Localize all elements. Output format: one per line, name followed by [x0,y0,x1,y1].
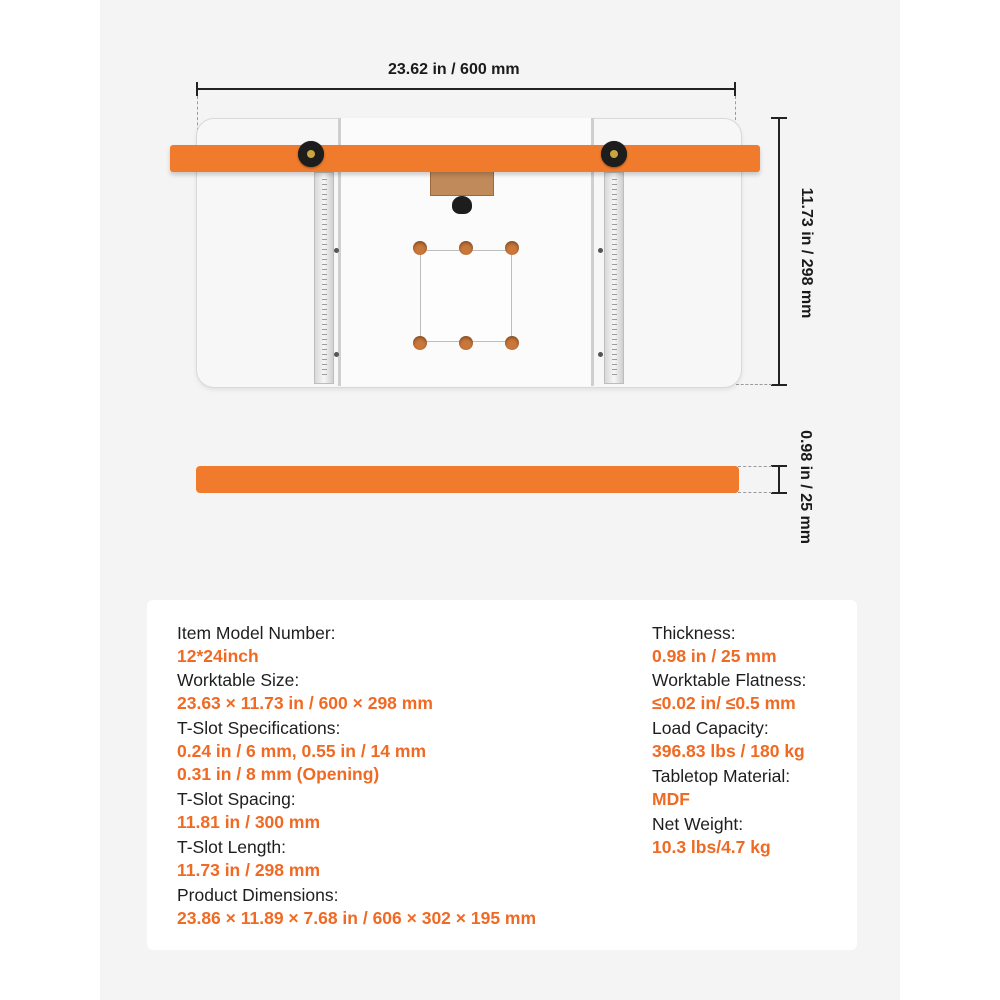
spec-card [147,600,857,950]
depth-guide-bottom [736,384,772,385]
spec-value: 0.24 in / 6 mm, 0.55 in / 14 mm [177,741,427,761]
spec-product-dimensions [177,884,536,930]
spec-label: Worktable Size: [177,670,300,690]
depth-tick-bottom [771,384,787,386]
thickness-tick-bottom [771,492,787,494]
spec-value: 11.73 in / 298 mm [177,860,321,880]
spec-value: 10.3 lbs/4.7 kg [652,837,771,857]
mount-hole-icon [459,336,473,350]
stop-knob-icon [452,196,472,214]
thickness-guide-top [738,466,772,467]
spec-label: Worktable Flatness: [652,670,807,690]
width-tick-left [196,82,198,96]
spec-tabletop-material [652,765,790,811]
width-tick-right [734,82,736,96]
table-side-view [196,466,739,493]
screw-icon [598,352,603,357]
spec-worktable-size [177,669,433,715]
spec-label: Tabletop Material: [652,766,791,786]
depth-dimension-line [778,118,780,386]
spec-model-number [177,622,336,668]
spec-label: T-Slot Specifications: [177,718,341,738]
spec-label: Net Weight: [652,814,744,834]
spec-thickness [652,622,777,668]
spec-value: MDF [652,789,690,809]
fence-stop-block [430,168,494,196]
t-track-right [604,172,624,384]
spec-t-slot-specifications [177,717,426,786]
width-dimension-label: 23.62 in / 600 mm [388,61,520,78]
screw-icon [598,248,603,253]
spec-label: Thickness: [652,623,736,643]
spec-label: Load Capacity: [652,718,769,738]
thickness-dimension-label: 0.98 in / 25 mm [797,430,814,544]
spec-value: 396.83 lbs / 180 kg [652,741,805,761]
spec-worktable-flatness [652,669,806,715]
spec-t-slot-length [177,836,320,882]
spec-load-capacity [652,717,805,763]
spec-value: 12*24inch [177,646,259,666]
spec-value: ≤0.02 in/ ≤0.5 mm [652,693,796,713]
spec-label: T-Slot Spacing: [177,789,296,809]
thickness-dimension-line [778,466,780,493]
mount-hole-icon [505,336,519,350]
spec-value: 23.63 × 11.73 in / 600 × 298 mm [177,693,433,713]
spec-value-secondary: 0.31 in / 8 mm (Opening) [177,764,380,784]
spec-label: Item Model Number: [177,623,336,643]
depth-tick-top [771,117,787,119]
spec-label: T-Slot Length: [177,837,286,857]
width-dimension-line [196,88,736,90]
spec-t-slot-spacing [177,788,320,834]
fence-bar [170,145,760,172]
thickness-guide-bottom [738,492,772,493]
spec-value: 0.98 in / 25 mm [652,646,777,666]
router-insert-plate [420,250,512,342]
thickness-tick-top [771,465,787,467]
star-knob-icon [298,141,324,167]
mount-hole-icon [505,241,519,255]
screw-icon [334,248,339,253]
spec-label: Product Dimensions: [177,885,339,905]
screw-icon [334,352,339,357]
mount-hole-icon [459,241,473,255]
mount-hole-icon [413,336,427,350]
spec-value: 11.81 in / 300 mm [177,812,321,832]
mount-hole-icon [413,241,427,255]
spec-net-weight [652,813,771,859]
depth-dimension-label: 11.73 in / 298 mm [798,187,815,319]
spec-value: 23.86 × 11.89 × 7.68 in / 606 × 302 × 195 mm [177,908,537,928]
t-track-left [314,172,334,384]
star-knob-icon [601,141,627,167]
